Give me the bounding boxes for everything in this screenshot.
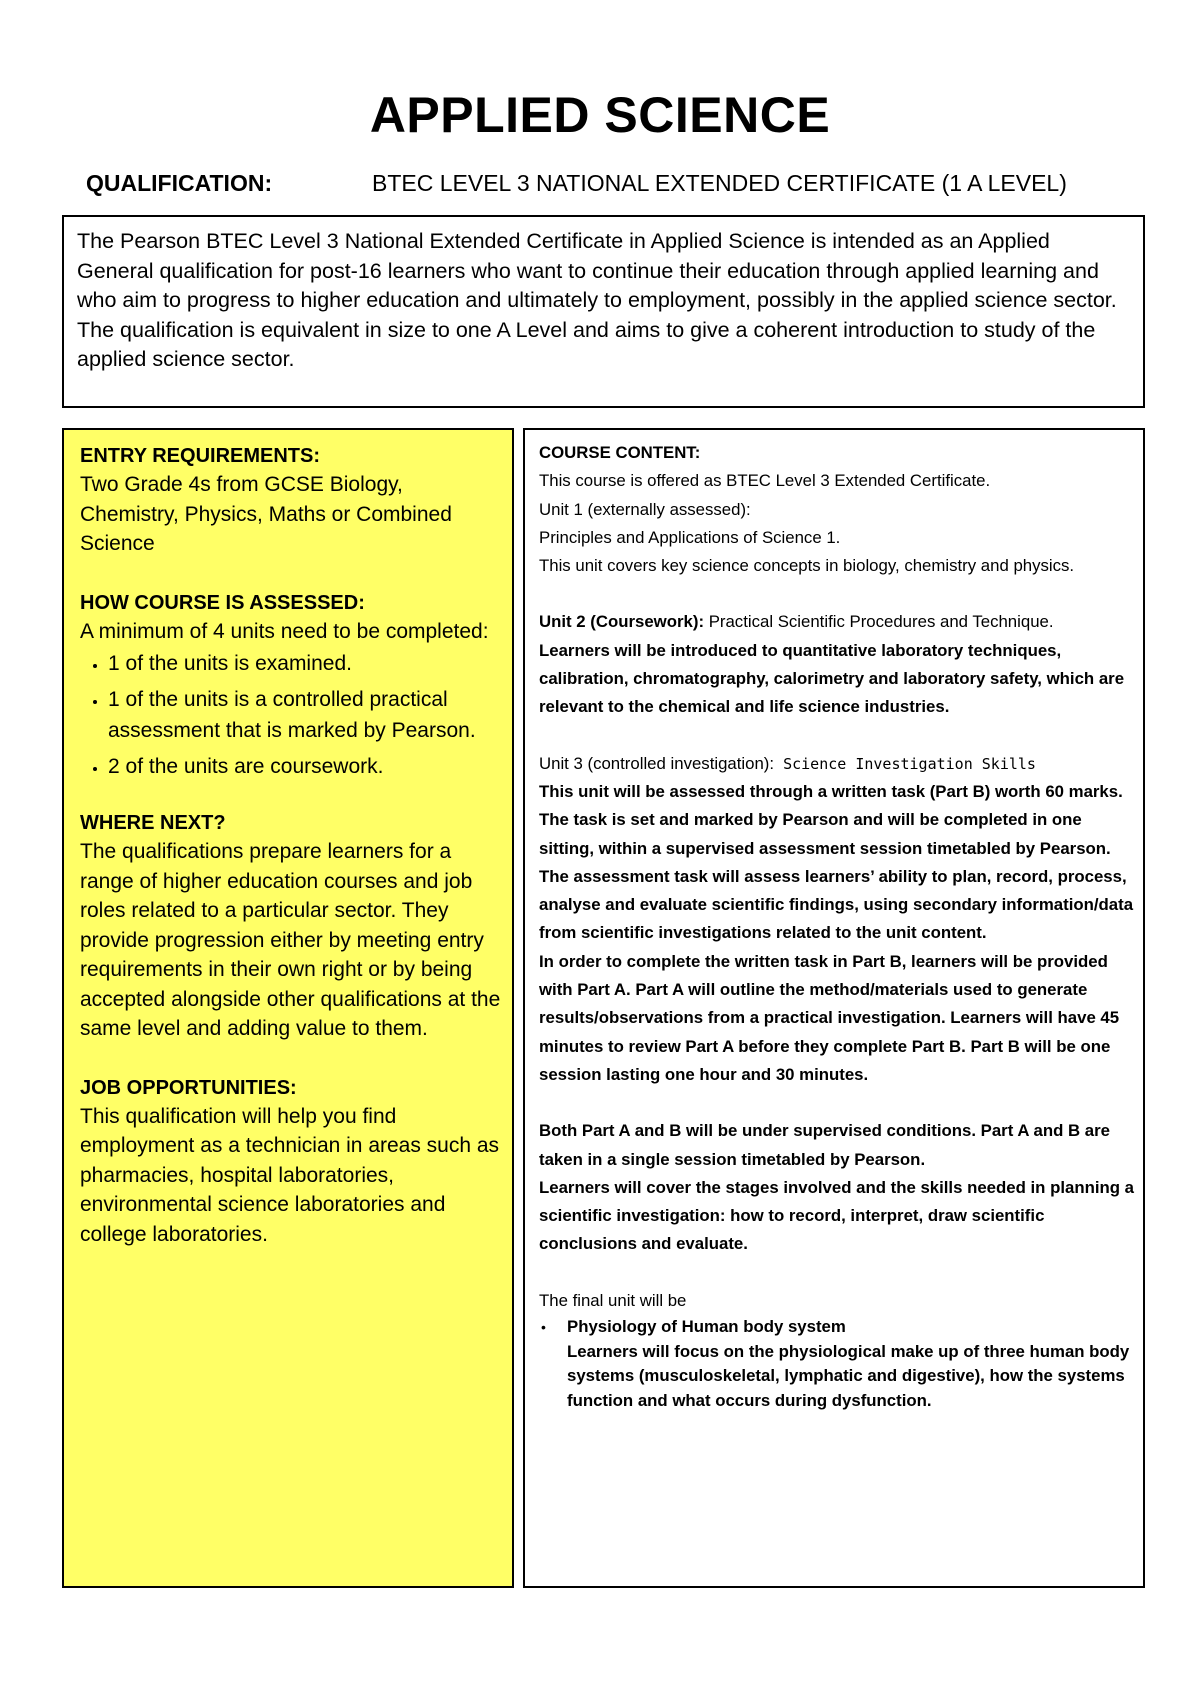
unit2-description: Learners will be introduced to quantitative laboratory techniques, calibration, chromatography, calorimetry and laboratory safety, which are relevant to the chemical and life science industries.	[539, 640, 1125, 717]
supervised-paragraph-2: Learners will cover the stages involved and the skills needed in planning a scientific investigation: how to record, interpret, draw scientific conclusions and evaluate.	[539, 1177, 1134, 1254]
intro-text: The Pearson BTEC Level 3 National Extended Certificate in Applied Science is intended as an Applied General qualification for post-16 learners who want to continue their education through applied learning and who aim to progress to higher education and ultimately to employment, possibly in the applied science sector. The qualification is equivalent in size to one A Level and aims to give a coherent introduction to study of the applied science sector.	[77, 229, 1117, 371]
where-next-heading: WHERE NEXT?	[80, 812, 226, 834]
assessment-heading: HOW COURSE IS ASSESSED:	[80, 591, 365, 614]
page-title: APPLIED SCIENCE	[369, 87, 831, 143]
list-item	[541, 1315, 1135, 1413]
unit1-label: Unit 1 (externally assessed):	[539, 499, 751, 519]
list-item: • 1 of the units is a controlled practical assessment that is marked by Pearson.	[108, 684, 502, 746]
entry-requirements-text: Two Grade 4s from GCSE Biology, Chemistry, Physics, Maths or Combined Science	[80, 473, 452, 555]
course-content-heading: COURSE CONTENT:	[539, 443, 701, 462]
job-opportunities-text: This qualification will help you find employment as a technician in areas such as pharmacies, hospital laboratories, environmental science laboratories and college laboratories.	[80, 1104, 500, 1246]
qualification-label: QUALIFICATION:	[86, 170, 273, 196]
final-unit-list	[539, 1315, 1135, 1413]
job-opportunities-heading: JOB OPPORTUNITIES:	[80, 1076, 297, 1099]
final-unit-intro: The final unit will be	[539, 1290, 687, 1310]
assessment-text: A minimum of 4 units need to be completed:	[80, 619, 489, 643]
unit1-description: This unit covers key science concepts in biology, chemistry and physics.	[539, 556, 1075, 576]
unit3-paragraph-1: This unit will be assessed through a written task (Part B) worth 60 marks. The task is set and marked by Pearson and will be completed in one sitting, within a supervised assessment session timetabled by Pearson.	[539, 781, 1123, 858]
list-item: • 1 of the units is examined.	[108, 648, 502, 679]
bullet-icon: •	[541, 1319, 546, 1336]
info-panel	[62, 428, 514, 1588]
course-offered-text: This course is offered as BTEC Level 3 Extended Certificate.	[539, 471, 991, 491]
course-content-panel	[523, 428, 1145, 1588]
unit3-paragraph-2: The assessment task will assess learners’ ability to plan, record, process, analyse and evaluate scientific findings, using secondary information/data from scientific investigations related to the unit content.	[539, 866, 1134, 943]
unit3-paragraph-3: In order to complete the written task in Part B, learners will be provided with Part A. Part A will outline the method/materials used to generate results/observations from a practical investigation. Learners will have 45 minutes to review Part A before they complete Part B. Part B will be one session lasting one hour and 30 minutes.	[539, 951, 1120, 1084]
unit3-title: Science Investigation Skills	[774, 754, 1036, 773]
final-unit-description: Learners will focus on the physiological make up of three human body systems (musculoskeletal, lymphatic and digestive), how the systems function and what occurs during dysfunction.	[567, 1341, 1130, 1410]
assessment-list	[80, 648, 502, 782]
where-next-text: The qualifications prepare learners for a range of higher education courses and job roles related to a particular sector. They provide progression either by meeting entry requirements in their own right or by being accepted alongside other qualifications at the same level and adding value to them.	[80, 840, 501, 1040]
unit2-label: Unit 2 (Coursework):	[539, 612, 705, 632]
supervised-paragraph-1: Both Part A and B will be under supervised conditions. Part A and B are taken in a single session timetabled by Pearson.	[539, 1121, 1110, 1169]
final-unit-title: Physiology of Human body system	[567, 1317, 846, 1337]
list-item: • 2 of the units are coursework.	[108, 751, 502, 782]
intro-box	[62, 215, 1145, 408]
unit2-heading	[539, 608, 1135, 636]
unit3-heading	[539, 750, 1135, 778]
qualification-value: BTEC LEVEL 3 NATIONAL EXTENDED CERTIFICATE (1 A LEVEL)	[372, 170, 1067, 196]
unit1-title: Principles and Applications of Science 1.	[539, 527, 841, 547]
entry-requirements-heading: ENTRY REQUIREMENTS:	[80, 445, 321, 467]
unit3-label: Unit 3 (controlled investigation):	[539, 753, 775, 773]
unit2-title: Practical Scientific Procedures and Technique.	[704, 612, 1054, 632]
